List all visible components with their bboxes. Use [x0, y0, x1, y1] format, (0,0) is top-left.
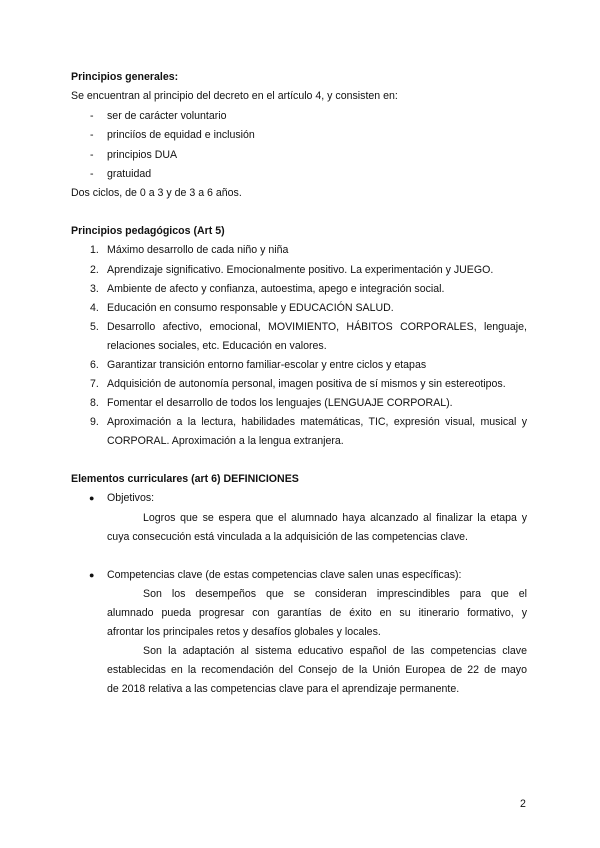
- list-item: Aprendizaje significativo. Emocionalmente positivo. La experimentación y JUEGO.: [107, 264, 494, 276]
- dash-marker: -: [90, 149, 94, 161]
- competencias-paragraph-2: Son la adaptación al sistema educativo español de las competencias clave: [143, 645, 527, 657]
- list-item: Adquisición de autonomía personal, imagen positiva de sí mismos y sin estereotipos.: [107, 378, 506, 390]
- list-number: 4.: [90, 302, 99, 314]
- list-item-continuation: relaciones sociales, etc. Educación en valores.: [107, 340, 327, 352]
- competencias-paragraph-1: alumnado pueda progresar con garantías de éxito en su itinerario formativo, y: [107, 607, 527, 619]
- list-item: Fomentar el desarrollo de todos los lenguajes (LENGUAJE CORPORAL).: [107, 397, 453, 409]
- list-item: gratuidad: [107, 168, 152, 180]
- section-heading-principios-pedagogicos: Principios pedagógicos (Art 5): [71, 225, 225, 237]
- dash-marker: -: [90, 168, 94, 180]
- section-heading-elementos-curriculares: Elementos curriculares (art 6) DEFINICIONES: [71, 473, 299, 485]
- dash-marker: -: [90, 129, 94, 141]
- list-number: 3.: [90, 283, 99, 295]
- cycles-text: Dos ciclos, de 0 a 3 y de 3 a 6 años.: [71, 187, 242, 199]
- list-item: Educación en consumo responsable y EDUCACIÓN SALUD.: [107, 302, 394, 314]
- objetivos-label: Objetivos:: [107, 492, 155, 504]
- bullet-marker: ●: [89, 493, 95, 503]
- list-number: 5.: [90, 321, 99, 333]
- list-item: Desarrollo afectivo, emocional, MOVIMIENTO, HÁBITOS CORPORALES, lenguaje,: [107, 321, 527, 333]
- list-item: Garantizar transición entorno familiar-escolar y entre ciclos y etapas: [107, 359, 427, 371]
- competencias-paragraph-1: Son los desempeños que se consideran imprescindibles para que el: [143, 588, 527, 600]
- list-item: Ambiente de afecto y confianza, autoestima, apego e integración social.: [107, 283, 445, 295]
- list-number: 2.: [90, 264, 99, 276]
- list-number: 9.: [90, 416, 99, 428]
- list-item-continuation: CORPORAL. Aproximación a la lengua extranjera.: [107, 435, 344, 447]
- competencias-paragraph-2: de 2018 relativa a las competencias clave para el aprendizaje permanente.: [107, 683, 460, 695]
- section-intro: Se encuentran al principio del decreto en el artículo 4, y consisten en:: [71, 90, 398, 102]
- section-heading-principios-generales: Principios generales:: [71, 71, 179, 83]
- list-item: princiíos de equidad e inclusión: [107, 129, 255, 141]
- dash-marker: -: [90, 110, 94, 122]
- list-item: principios DUA: [107, 149, 178, 161]
- list-number: 6.: [90, 359, 99, 371]
- objetivos-definition: Logros que se espera que el alumnado haya alcanzado al finalizar la etapa y: [143, 512, 527, 524]
- page-number: 2: [520, 798, 526, 810]
- list-item: Máximo desarrollo de cada niño y niña: [107, 244, 289, 256]
- competencias-paragraph-2: establecidas en la recomendación del Consejo de la Unión Europea de 22 de mayo: [107, 664, 527, 676]
- list-number: 8.: [90, 397, 99, 409]
- objetivos-definition-continuation: cuya consecución está vinculada a la adquisición de las competencias clave.: [107, 531, 468, 543]
- list-number: 7.: [90, 378, 99, 390]
- list-number: 1.: [90, 244, 99, 256]
- competencias-label: Competencias clave (de estas competencias clave salen unas específicas):: [107, 569, 462, 581]
- bullet-marker: ●: [89, 570, 95, 580]
- list-item: Aproximación a la lectura, habilidades matemáticas, TIC, expresión visual, musical y: [107, 416, 527, 428]
- list-item: ser de carácter voluntario: [107, 110, 227, 122]
- competencias-paragraph-1: afrontar los principales retos y desafíos globales y locales.: [107, 626, 381, 638]
